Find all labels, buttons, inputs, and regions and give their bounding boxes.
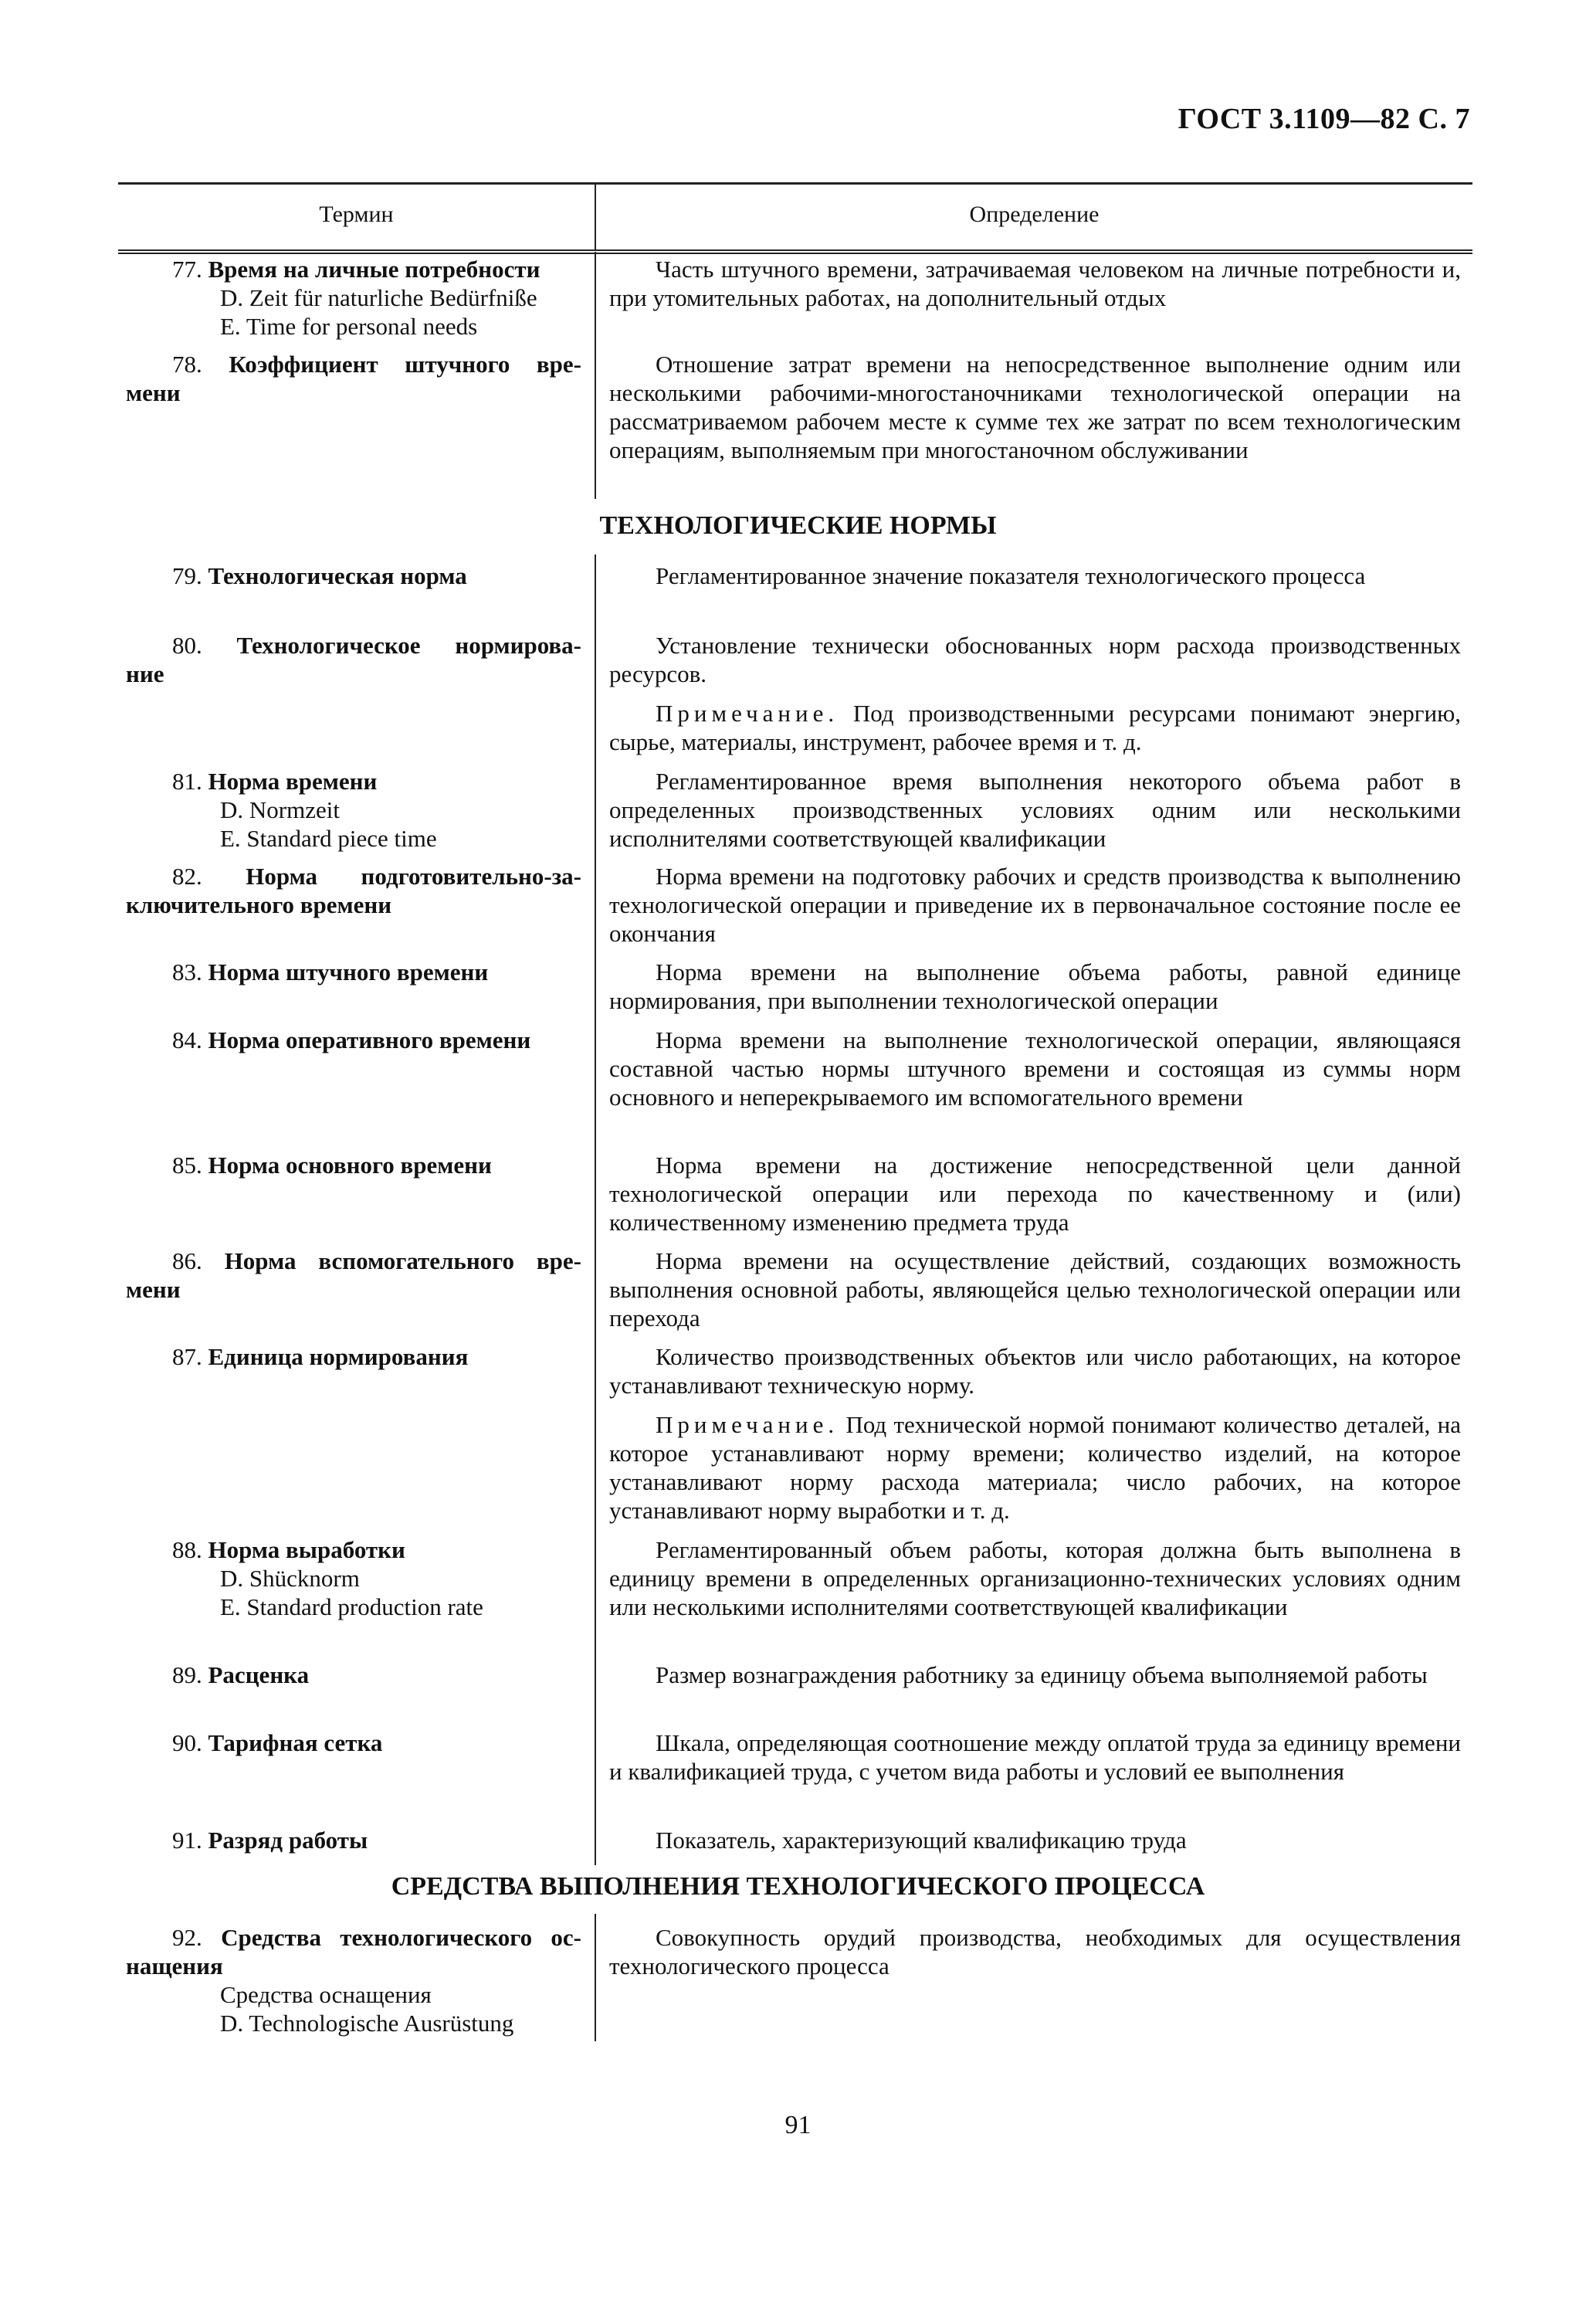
term-name: Единица нормирования [208, 1343, 469, 1370]
note-label: Примечание. [656, 700, 839, 727]
table-row: 91. Разряд работы [172, 1827, 368, 1854]
term-definition: Регламентированный объем работы, которая должна быть выполнена в единицу времени в определенных организационно-технических условиях одним или несколькими исполнителями соответствующей квалификации [609, 1536, 1461, 1620]
table-row: 80. Технологическое нормирова- ние [126, 632, 581, 687]
term-name: Норма подготовительно-за- [246, 863, 581, 890]
term-german: D. Shücknorm [220, 1565, 360, 1592]
term-name-cont: нащения [126, 1952, 223, 1979]
term-name: Время на личные потребности [208, 256, 540, 283]
table-row: 92. Средства технологического ос- нащения Средства оснащения D. Technologische Ausrüstung [126, 1924, 581, 2037]
term-definition: Шкала, определяющая соотношение между оплатой труда за единицу времени и квалификацией труда, с учетом вида работы и условий ее выполнения [609, 1729, 1461, 1785]
term-name: Разряд работы [208, 1827, 368, 1854]
term-name: Норма основного времени [208, 1152, 492, 1179]
term-definition: Регламентированное время выполнения некоторого объема работ в определенных производственных условиях одним или несколькими исполнителями соответствующей квалификации [609, 768, 1461, 852]
term-name: Норма штучного времени [208, 958, 489, 985]
term-definition: Размер вознаграждения работнику за единицу объема выполняемой работы [656, 1661, 1428, 1688]
term-name: Расценка [208, 1661, 310, 1688]
term-name: Норма оперативного времени [208, 1026, 531, 1053]
table-row: 88. Норма выработки D. Shücknorm E. Standard production rate [126, 1535, 581, 1621]
term-name: Технологическая норма [208, 562, 467, 589]
term-definition: Показатель, характеризующий квалификацию труда [656, 1827, 1187, 1854]
term-name: Норма времени [208, 768, 378, 795]
page-header: ГОСТ 3.1109—82 С. 7 [1178, 103, 1470, 135]
term-name: Средства технологического ос- [221, 1924, 581, 1951]
term-definition: Норма времени на подготовку рабочих и средств производства к выполнению технологической операции и приведение их в первоначальное состояние после ее окончания [609, 863, 1461, 947]
term-name-cont: мени [126, 1276, 181, 1303]
term-definition: Регламентированное значение показателя технологического процесса [656, 562, 1366, 589]
table-row: 84. Норма оперативного времени [172, 1026, 531, 1053]
term-german: D. Technologische Ausrüstung [220, 2010, 514, 2037]
term-definition: Совокупность орудий производства, необходимых для осуществления технологического процесса [609, 1924, 1461, 1979]
term-name-cont: мени [126, 379, 181, 406]
term-definition: Отношение затрат времени на непосредственное выполнение одним или несколькими рабочими-многостаночниками технологической операции на рассматриваемом рабочем месте к сумме тех же затрат по всем технологическим операциям, выполняемым при многостаночном обслуживании [609, 351, 1461, 463]
table-row: 81. Норма времени D. Normzeit E. Standard piece time [126, 767, 581, 853]
note-label: Примечание. [656, 1411, 839, 1438]
table-row: 85. Норма основного времени [172, 1152, 492, 1179]
term-english: E. Time for personal needs [220, 313, 478, 340]
term-name-cont: ключительного времени [126, 891, 392, 918]
term-synonym: Средства оснащения [220, 1981, 432, 2008]
table-row: 90. Тарифная сетка [172, 1729, 383, 1756]
term-english: E. Standard piece time [220, 825, 437, 852]
table-row: 87. Единица нормирования [172, 1343, 469, 1370]
table-row: 82. Норма подготовительно-за- ключительного времени [126, 863, 581, 918]
term-name-cont: ние [126, 660, 164, 687]
term-name: Технологическое нормирова- [236, 632, 581, 659]
term-german: D. Zeit für naturliche Bedürfniße [220, 284, 537, 311]
section-heading: СРЕДСТВА ВЫПОЛНЕНИЯ ТЕХНОЛОГИЧЕСКОГО ПРОЦЕССА [391, 1872, 1205, 1901]
column-divider [595, 252, 596, 499]
term-definition: Часть штучного времени, затрачиваемая человеком на личные потребности и, при утомительных работах, на дополнительный отдых [609, 256, 1461, 311]
table-row: 78. Коэффициент штучного вре- мени [126, 351, 581, 406]
definition-column-header: Определение [969, 202, 1100, 227]
table-row: 77. Время на личные потребности D. Zeit für naturliche Bedürfniße E. Time for personal needs [126, 255, 581, 341]
term-column-header: Термин [319, 202, 394, 227]
term-definition: Установление технически обоснованных норм расхода производственных ресурсов. Примечание. Под производственными ресурсами понимают энергию, сырье, материалы, инструмент, рабочее время и т. д. [609, 632, 1462, 755]
table-header [118, 182, 1472, 254]
column-divider [595, 1914, 596, 2041]
term-english: E. Standard production rate [220, 1593, 483, 1620]
term-german: D. Normzeit [220, 796, 340, 823]
term-name: Тарифная сетка [208, 1729, 383, 1756]
table-row: 83. Норма штучного времени [172, 958, 489, 985]
table-row: 86. Норма вспомогательного вре- мени [126, 1247, 581, 1303]
term-name: Норма выработки [208, 1536, 405, 1563]
note: Примечание. Под производственными ресурсами понимают энергию, сырье, материалы, инструмент, рабочее время и т. д. [609, 700, 1462, 755]
term-name: Норма вспомогательного вре- [224, 1247, 581, 1274]
section-heading: ТЕХНОЛОГИЧЕСКИЕ НОРМЫ [599, 511, 997, 540]
term-definition: Норма времени на осуществление действий, создающих возможность выполнения основной работы, являющейся целью технологической операции или перехода [609, 1247, 1461, 1332]
note: Примечание. Под технической нормой понимают количество деталей, на которое устанавливают норму времени; количество изделий, на которое устанавливают норму расхода материала; число рабочих, на которое устанавливают норму выработки и т. д. [609, 1411, 1462, 1524]
table-row: 89. Расценка [172, 1661, 310, 1688]
column-divider [595, 555, 596, 1865]
term-definition: Норма времени на достижение непосредственной цели данной технологической операции или перехода по качественному и (или) количественному изменению предмета труда [609, 1152, 1461, 1236]
term-definition: Норма времени на выполнение технологической операции, являющаяся составной частью нормы штучного времени и состоящая из суммы норм основного и неперекрываемого им вспомогательного времени [609, 1026, 1461, 1111]
term-definition: Количество производственных объектов или число работающих, на которое устанавливают техническую норму. Примечание. Под технической нормой понимают количество деталей, на которое устанавливают норму времени; количество изделий, на которое устанавливают норму расхода материала; число рабочих, на которое устанавливают норму выработки и т. д. [609, 1343, 1462, 1524]
term-definition: Норма времени на выполнение объема работы, равной единице нормирования, при выполнении технологической операции [609, 958, 1461, 1014]
table-row: 79. Технологическая норма [172, 562, 467, 589]
page-number: 91 [784, 2111, 812, 2139]
term-name: Коэффициент штучного вре- [229, 351, 581, 378]
